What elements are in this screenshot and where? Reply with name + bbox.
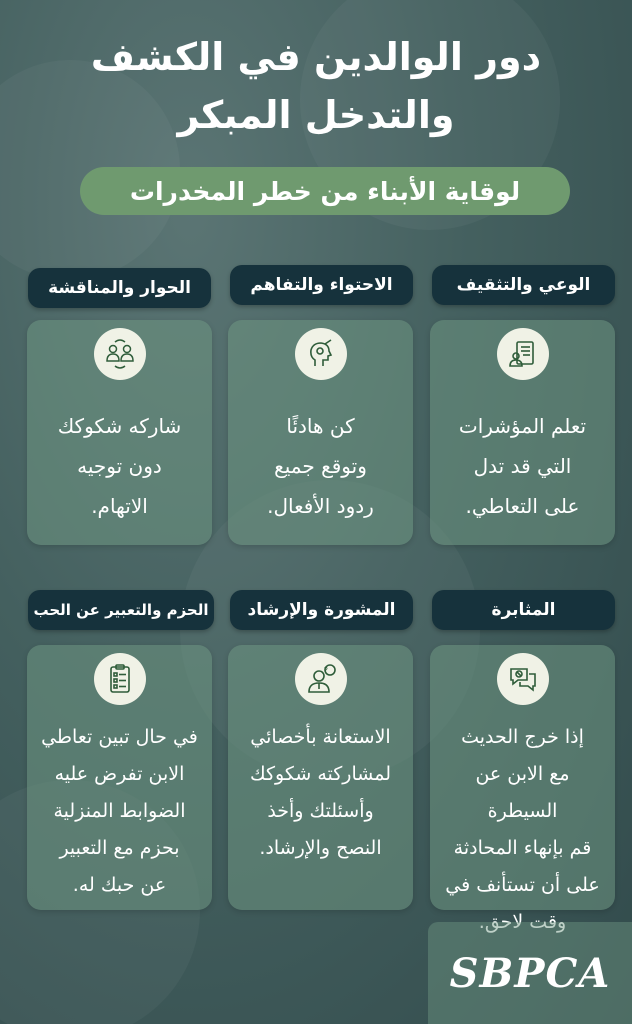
card-text: إذا خرج الحديث مع الابن عن السيطرة قم بإنهاء المحادثة على أن تستأنف في وقت لاحق. <box>445 726 600 933</box>
card-containment <box>228 320 413 545</box>
logo-text: SBPCA <box>449 949 611 997</box>
checklist-icon <box>94 653 146 705</box>
section-header-dialogue <box>28 268 211 308</box>
document-person-icon <box>497 328 549 380</box>
card-text: في حال تبين تعاطي الابن تفرض عليه الضوابط المنزلية بحزم مع التعبير عن حبك له. <box>41 726 198 896</box>
section-header-awareness <box>432 265 615 305</box>
section-header-label: المشورة والإرشاد <box>247 600 396 620</box>
card-firmness <box>27 645 212 910</box>
subtitle-text: لوقاية الأبناء من خطر المخدرات <box>129 176 521 206</box>
people-dialogue-icon <box>94 328 146 380</box>
card-counseling <box>228 645 413 910</box>
logo <box>428 922 632 1024</box>
head-thought-icon <box>295 328 347 380</box>
section-header-label: الوعي والتثقيف <box>456 275 591 295</box>
card-text: شاركه شكوكك دون توجيه الاتهام. <box>57 414 182 518</box>
svg-text:?: ? <box>323 666 328 675</box>
section-header-label: الحزم والتعبير عن الحب <box>33 601 209 619</box>
advisor-question-icon <box>295 653 347 705</box>
chat-bubbles-icon <box>497 653 549 705</box>
section-header-counseling <box>230 590 413 630</box>
section-header-label: الاحتواء والتفاهم <box>250 275 393 295</box>
card-dialogue <box>27 320 212 545</box>
title-line-1: دور الوالدين في الكشف <box>90 35 542 79</box>
card-perseverance <box>430 645 615 933</box>
card-text: كن هادئًا وتوقع جميع ردود الأفعال. <box>267 414 374 518</box>
section-header-firmness <box>28 590 214 630</box>
section-header-label: الحوار والمناقشة <box>48 278 191 298</box>
section-header-containment <box>230 265 413 305</box>
section-header-perseverance <box>432 590 615 630</box>
subtitle-pill <box>80 167 570 215</box>
title-line-2: والتدخل المبكر <box>177 93 455 137</box>
page-title <box>60 28 572 144</box>
card-text: الاستعانة بأخصائي لمشاركته شكوكك وأسئلتك وأخذ النصح والإرشاد. <box>250 726 391 859</box>
card-awareness <box>430 320 615 545</box>
card-text: تعلم المؤشرات التي قد تدل على التعاطي. <box>458 414 587 518</box>
section-header-label: المثابرة <box>491 600 556 620</box>
